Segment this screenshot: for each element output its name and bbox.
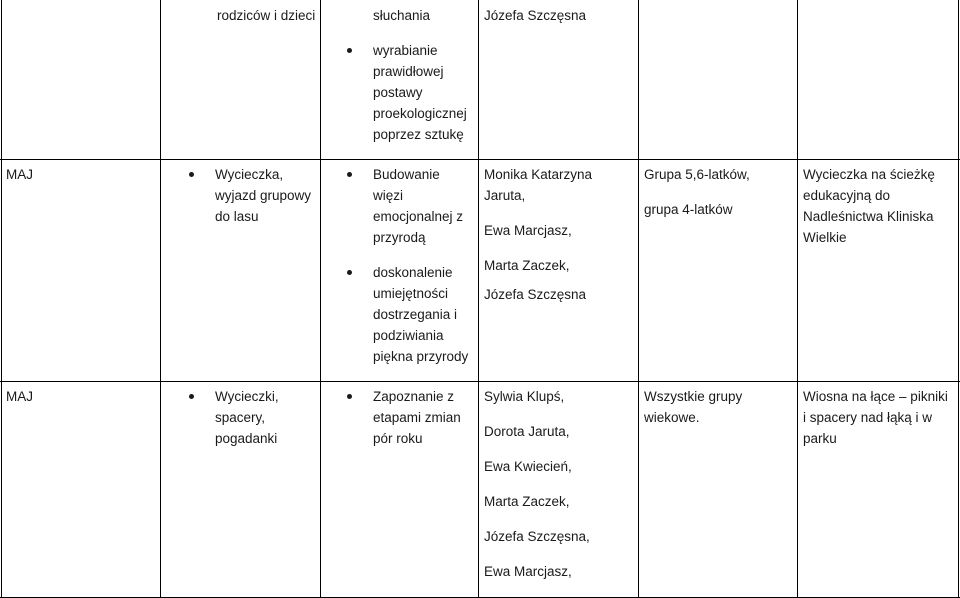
bullet-dot [189, 172, 194, 177]
line: piękna przyrody [373, 349, 469, 364]
line: pór roku [373, 431, 423, 446]
line: Grupa 5,6-latków, [644, 167, 750, 182]
line: podziwiania [373, 328, 444, 343]
line: prawidłowej [373, 64, 444, 79]
line: przyrodą [373, 230, 426, 245]
line: poprzez sztukę [373, 127, 464, 142]
cell-top-topic [373, 5, 430, 26]
top-person-text: Józefa Szczęsna [484, 8, 587, 23]
row2-month [6, 386, 33, 407]
top-goal-lines [373, 40, 467, 145]
line: proekologicznej [373, 106, 467, 121]
row2-goal [373, 386, 461, 449]
line: Ewa Marcjasz, [484, 564, 572, 579]
line: Marta Zaczek, [484, 494, 570, 509]
line: dostrzegania i [373, 307, 458, 322]
row1-form-lines [215, 164, 311, 227]
row2-groups [644, 386, 742, 428]
line: pogadanki [215, 431, 278, 446]
line: więzi [373, 188, 404, 203]
row1-goal-a [373, 164, 463, 248]
line: Józefa Szczęsna [484, 287, 587, 302]
line: Ewa Kwiecień, [484, 459, 572, 474]
bullet-dot [347, 48, 352, 53]
row2-form-lines [215, 386, 279, 449]
row2-goal-lines [373, 386, 461, 449]
line: umiejętności [373, 286, 449, 301]
line: Jaruta, [484, 188, 526, 203]
line: doskonalenie [373, 265, 453, 280]
row1-groups [644, 164, 750, 220]
line: Sylwia Klupś, [484, 389, 565, 404]
bullet-dot [347, 394, 352, 399]
line: Budowanie [373, 167, 440, 182]
row2-people [484, 386, 590, 596]
line: do lasu [215, 209, 259, 224]
line: Marta Zaczek, [484, 258, 570, 273]
row1-month-text: MAJ [6, 167, 33, 182]
row2-month-text: MAJ [6, 389, 33, 404]
line: Wycieczki, [215, 389, 279, 404]
row2-notes [803, 386, 948, 449]
cell-top-audience [217, 5, 315, 26]
bullet-dot [189, 394, 194, 399]
line: wyrabianie [373, 43, 438, 58]
line: Monika Katarzyna [484, 167, 593, 182]
row1-month [6, 164, 33, 185]
line: emocjonalnej z [373, 209, 464, 224]
line: Wszystkie grupy [644, 389, 743, 404]
line: postawy [373, 85, 423, 100]
line: Wiosna na łące – pikniki [803, 389, 948, 404]
cell-top-person [484, 5, 586, 26]
line: grupa 4-latków [644, 202, 733, 217]
top-audience-text: rodziców i dzieci [217, 8, 316, 23]
top-topic-text: słuchania [373, 8, 431, 23]
line: Wycieczka na ścieżkę [803, 167, 935, 182]
line: edukacyjną do [803, 188, 891, 203]
line: Dorota Jaruta, [484, 424, 570, 439]
row1-notes [803, 164, 935, 248]
line: spacery, [215, 410, 266, 425]
row1-goal-b [373, 262, 468, 367]
row1-goal-b-lines [373, 262, 468, 367]
line: Wycieczka, [215, 167, 284, 182]
line: etapami zmian [373, 410, 461, 425]
line: Wielkie [803, 230, 847, 245]
line: Józefa Szczęsna, [484, 529, 590, 544]
row2-form [215, 386, 279, 449]
row1-goal-a-lines [373, 164, 463, 248]
line: Zapoznanie z [373, 389, 455, 404]
row1-people [484, 164, 592, 305]
line: i spacery nad łąką i w [803, 410, 933, 425]
line: Ewa Marcjasz, [484, 223, 572, 238]
bullet-dot [347, 172, 352, 177]
line: parku [803, 431, 837, 446]
bullet-top-goal [373, 40, 467, 145]
row1-form [215, 164, 311, 227]
line: wiekowe. [644, 410, 700, 425]
line: Nadleśnictwa Kliniska [803, 209, 934, 224]
line: wyjazd grupowy [215, 188, 312, 203]
bullet-dot [347, 270, 352, 275]
